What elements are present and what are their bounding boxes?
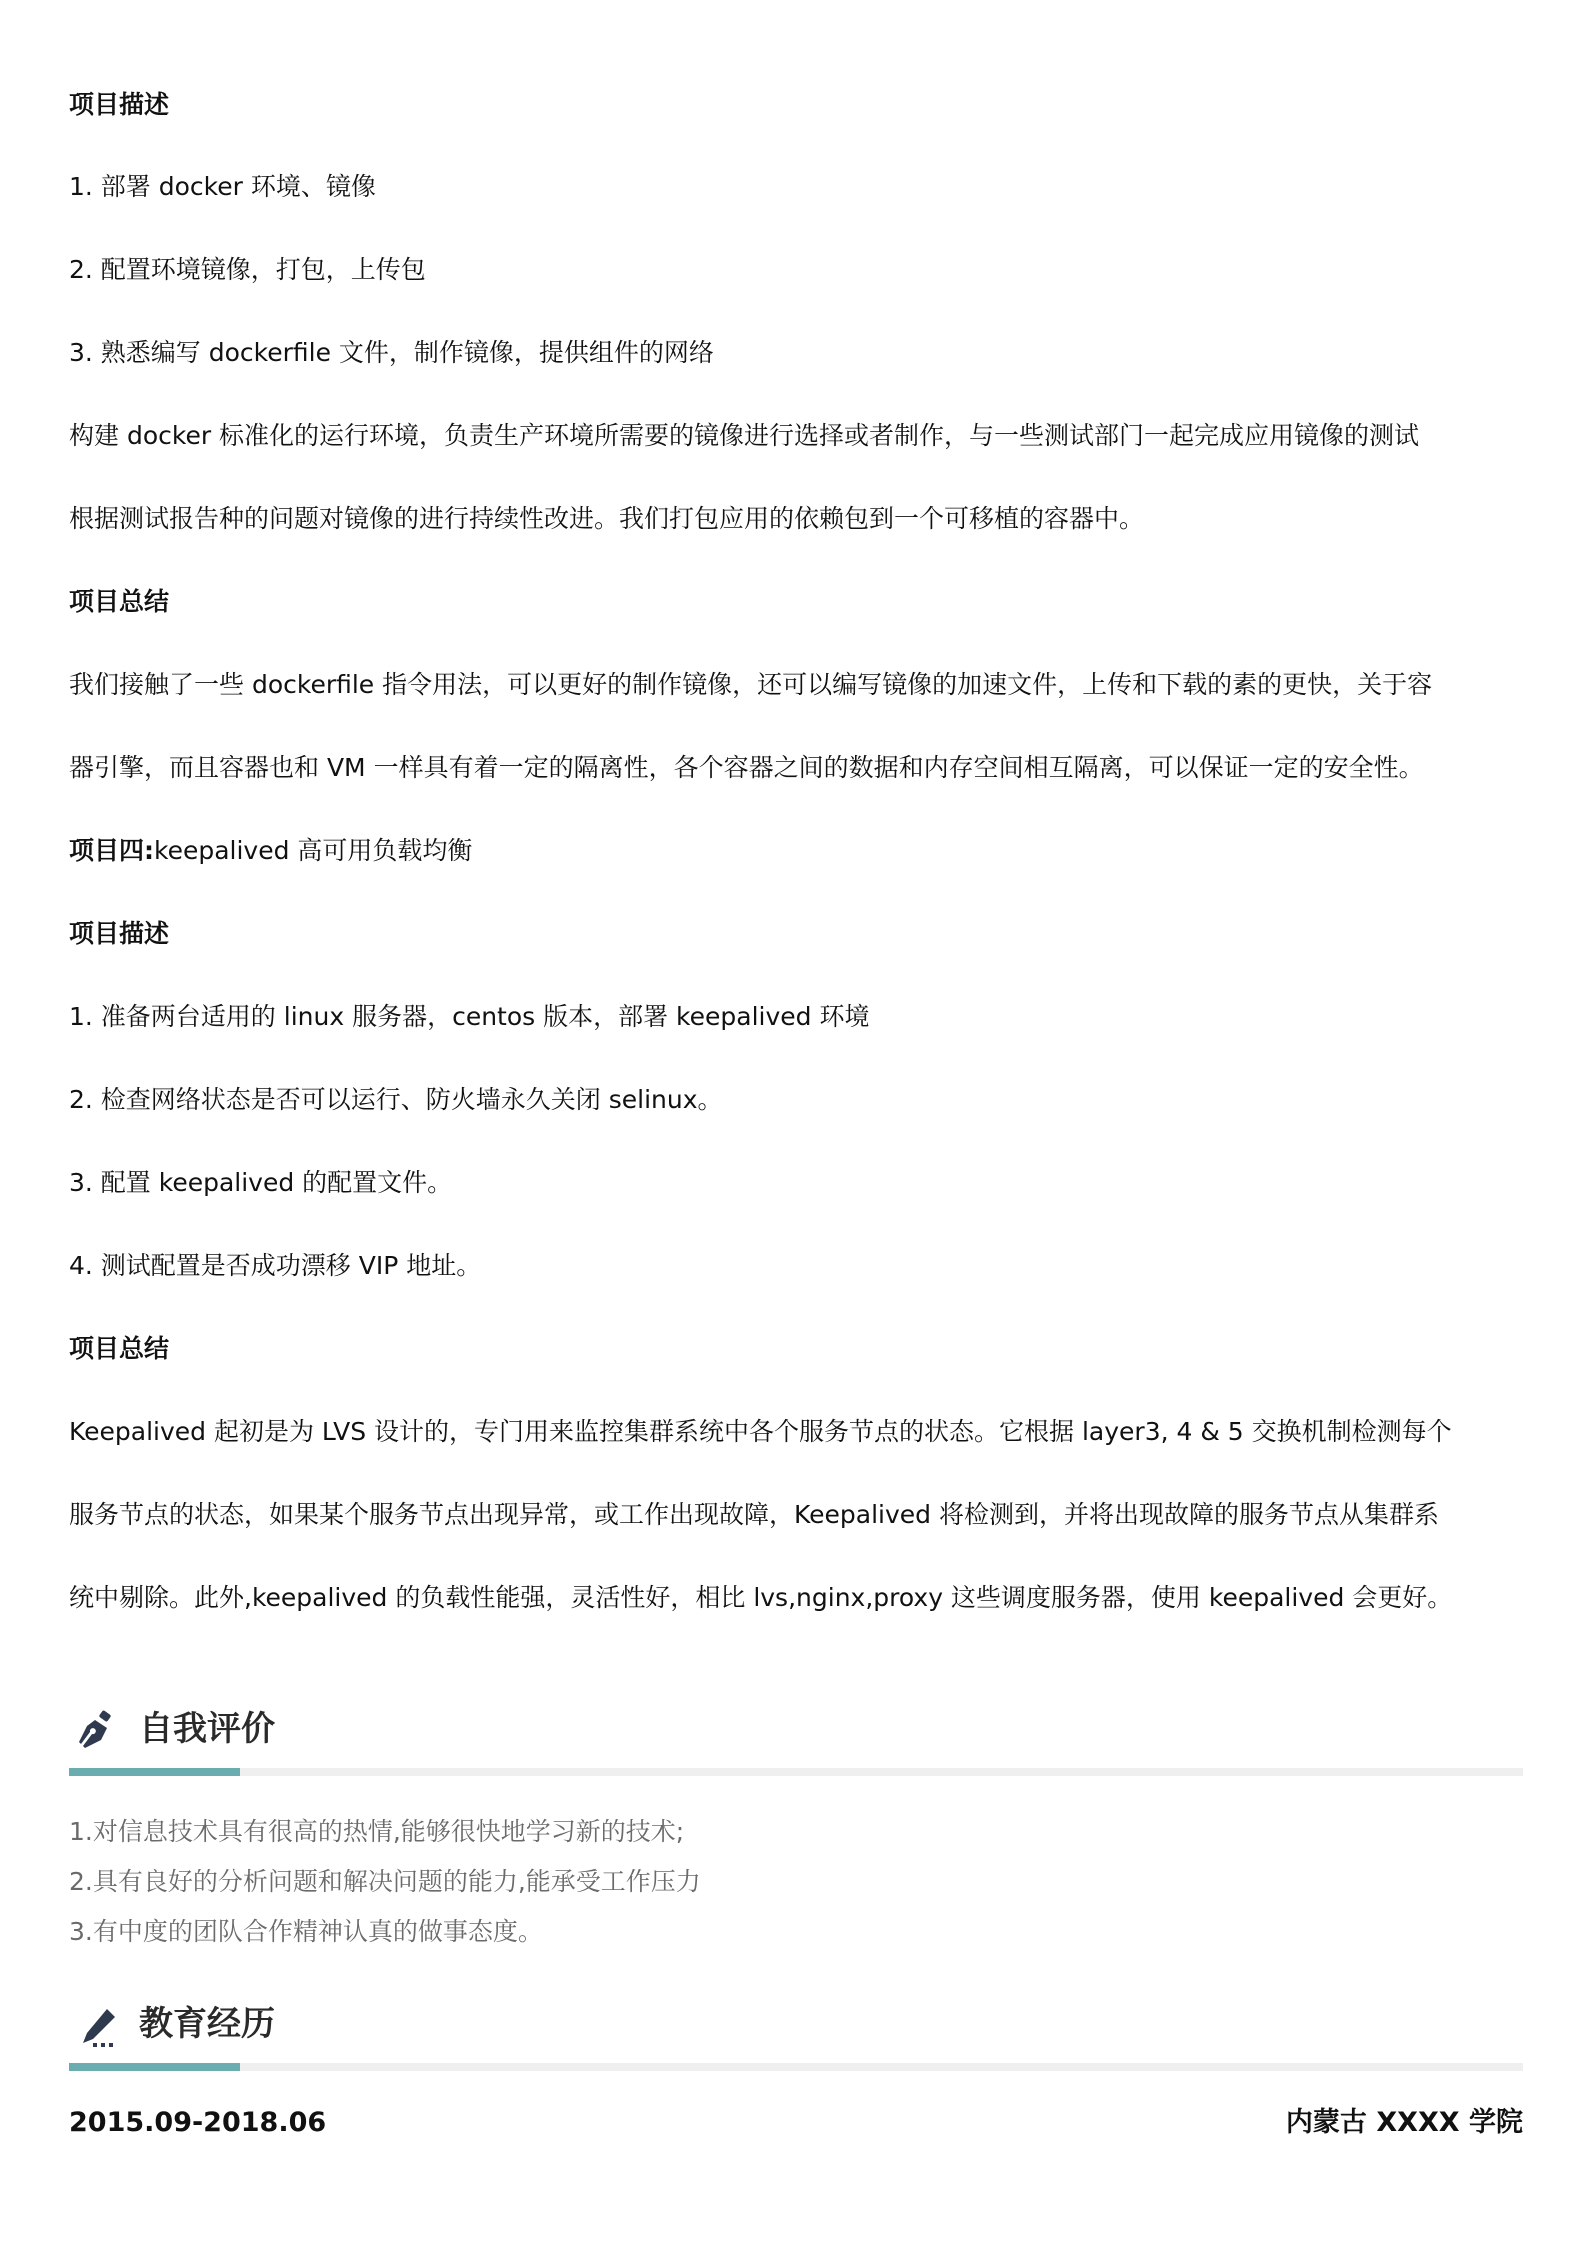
self-eval-section-header bbox=[69, 1700, 1523, 1780]
section-divider bbox=[69, 2063, 1523, 2071]
project3-summary-line: 器引擎，而且容器也和 VM 一样具有着一定的隔离性，各个容器之间的数据和内存空间相互隔离，可以保证一定的安全性。 bbox=[69, 753, 1424, 782]
section-divider bbox=[69, 1768, 1523, 1776]
pencil-icon bbox=[79, 2005, 115, 2045]
project3-desc-item: 3. 熟悉编写 dockerfile 文件，制作镜像，提供组件的网络 bbox=[69, 338, 714, 367]
project4-title bbox=[69, 834, 472, 868]
project3-desc-item: 2. 配置环境镜像，打包，上传包 bbox=[69, 255, 426, 284]
self-eval-item: 1.对信息技术具有很高的热情,能够很快地学习新的技术; bbox=[69, 1817, 685, 1846]
education-school: 内蒙古 XXXX 学院 bbox=[1285, 2107, 1523, 2138]
project4-summary-line: 统中剔除。此外,keepalived 的负载性能强，灵活性好，相比 lvs,nginx,proxy 这些调度服务器，使用 keepalived 会更好。 bbox=[69, 1583, 1453, 1612]
education-title: 教育经历 bbox=[139, 2004, 275, 2044]
project3-desc-item: 1. 部署 docker 环境、镜像 bbox=[69, 172, 376, 201]
education-section-header bbox=[69, 1995, 1523, 2075]
project3-desc-paragraph-line: 根据测试报告种的问题对镜像的进行持续性改进。我们打包应用的依赖包到一个可移植的容器中。 bbox=[69, 504, 1145, 533]
project4-title-text: keepalived 高可用负载均衡 bbox=[154, 836, 473, 865]
project4-desc-heading: 项目描述 bbox=[69, 919, 170, 948]
project4-desc-item: 2. 检查网络状态是否可以运行、防火墙永久关闭 selinux。 bbox=[69, 1085, 723, 1114]
project3-desc-paragraph-line: 构建 docker 标准化的运行环境，负责生产环境所需要的镜像进行选择或者制作，与一些测试部门一起完成应用镜像的测试 bbox=[69, 421, 1420, 450]
project4-desc-item: 3. 配置 keepalived 的配置文件。 bbox=[69, 1168, 453, 1197]
project4-summary-line: Keepalived 起初是为 LVS 设计的，专门用来监控集群系统中各个服务节点的状态。它根据 layer3, 4 & 5 交换机制检测每个 bbox=[69, 1417, 1452, 1446]
project4-summary-line: 服务节点的状态，如果某个服务节点出现异常，或工作出现故障，Keepalived 将检测到，并将出现故障的服务节点从集群系 bbox=[69, 1500, 1439, 1529]
section-divider-accent bbox=[69, 1768, 240, 1776]
project3-summary-heading: 项目总结 bbox=[69, 587, 170, 616]
project4-desc-item: 4. 测试配置是否成功漂移 VIP 地址。 bbox=[69, 1251, 482, 1280]
self-eval-item: 3.有中度的团队合作精神认真的做事态度。 bbox=[69, 1917, 543, 1946]
self-eval-title: 自我评价 bbox=[139, 1709, 275, 1749]
section-divider-accent bbox=[69, 2063, 240, 2071]
project3-summary-line: 我们接触了一些 dockerfile 指令用法，可以更好的制作镜像，还可以编写镜像的加速文件，上传和下载的素的更快，关于容 bbox=[69, 670, 1433, 699]
project4-desc-item: 1. 准备两台适用的 linux 服务器，centos 版本，部署 keepalived 环境 bbox=[69, 1002, 870, 1031]
self-eval-item: 2.具有良好的分析问题和解决问题的能力,能承受工作压力 bbox=[69, 1867, 701, 1896]
education-period: 2015.09-2018.06 bbox=[69, 2107, 327, 2138]
project4-title-label: 项目四: bbox=[69, 836, 154, 865]
project3-desc-heading: 项目描述 bbox=[69, 90, 170, 119]
fountain-pen-icon bbox=[79, 1710, 115, 1750]
project4-summary-heading: 项目总结 bbox=[69, 1334, 170, 1363]
